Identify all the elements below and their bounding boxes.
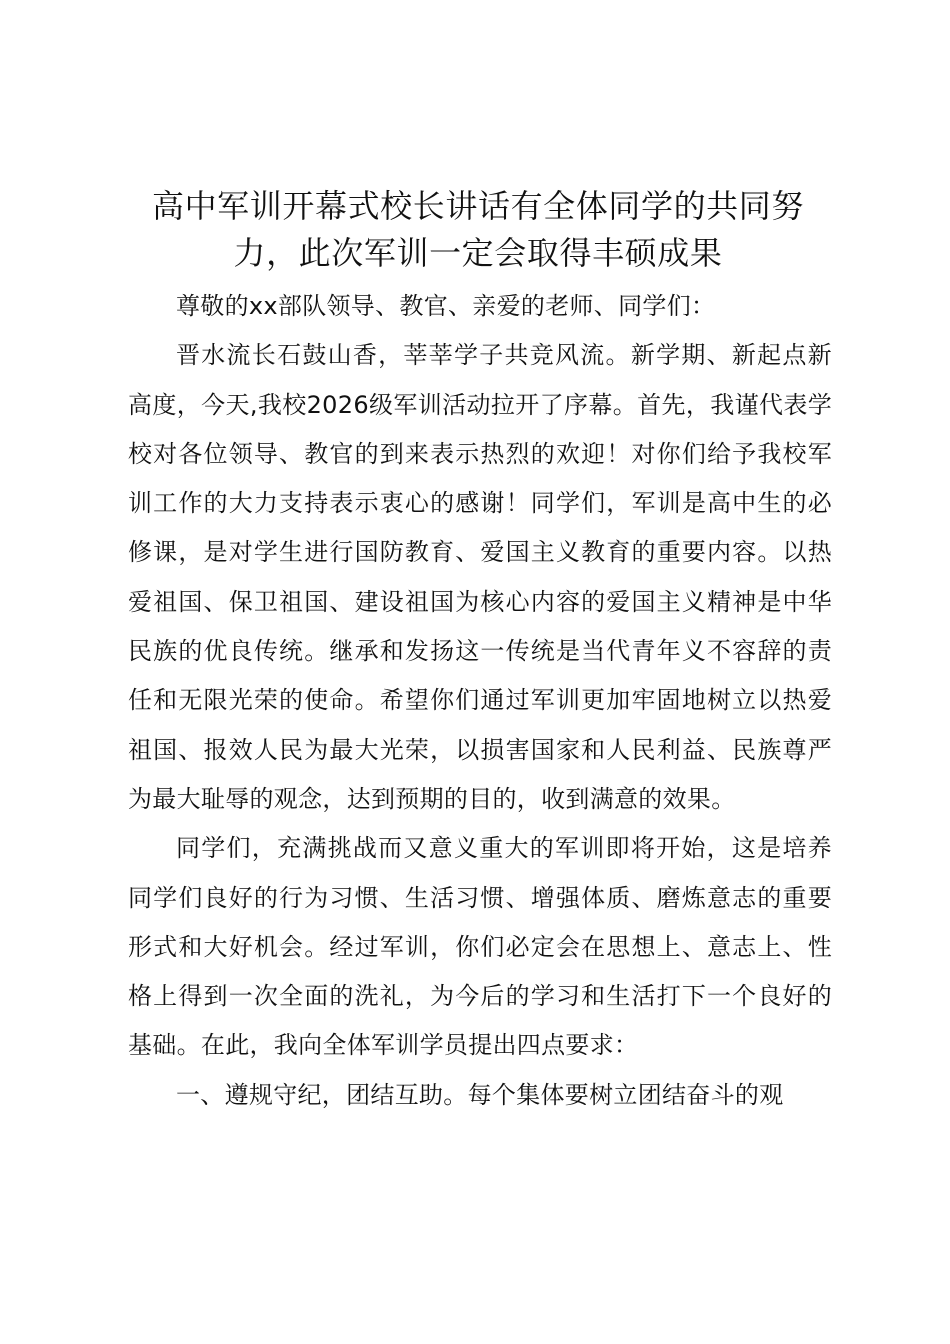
- paragraph-opening: 晋水流长石鼓山香，莘莘学子共竞风流。新学期、新起点新高度，今天,我校2026级军训活动拉开了序幕。首先，我谨代表学校对各位领导、教官的到来表示热烈的欢迎！对你们给予我校军训工作的大力支持表示衷心的感谢！同学们，军训是高中生的必修课，是对学生进行国防教育、爱国主义教育的重要内容。以热爱祖国、保卫祖国、建设祖国为核心内容的爱国主义精神是中华民族的优良传统。继承和发扬这一传统是当代青年义不容辞的责任和无限光荣的使命。希望你们通过军训更加牢固地树立以热爱祖国、报效人民为最大光荣，以损害国家和人民利益、民族尊严为最大耻辱的观念，达到预期的目的，收到满意的效果。: [128, 341, 832, 813]
- greeting-line: 尊敬的xx部队领导、教官、亲爱的老师、同学们：: [176, 292, 716, 320]
- paragraph-requirements-intro: 同学们，充满挑战而又意义重大的军训即将开始，这是培养同学们良好的行为习惯、生活习惯、增强体质、磨炼意志的重要形式和大好机会。经过军训，你们必定会在思想上、意志上、性格上得到一次全面的洗礼，为今后的学习和生活打下一个良好的基础。在此，我向全体军训学员提出四点要求：: [128, 834, 832, 1060]
- document-title: 高中军训开幕式校长讲话有全体同学的共同努力，此次军训一定会取得丰硕成果: [151, 187, 804, 272]
- paragraph-point-one: 一、遵规守纪，团结互助。每个集体要树立团结奋斗的观: [176, 1080, 784, 1109]
- document-body: [128, 282, 832, 1120]
